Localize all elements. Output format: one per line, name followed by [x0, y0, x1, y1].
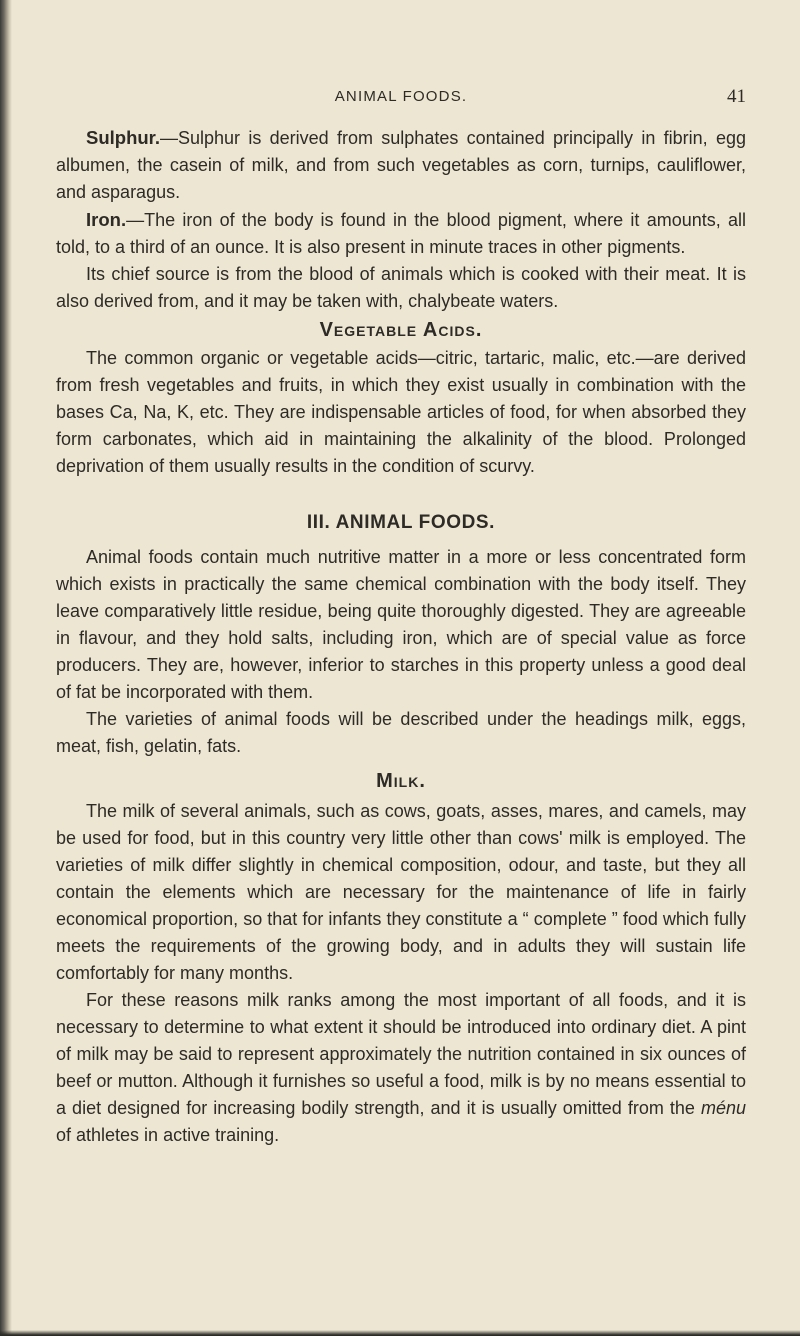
iron-term: Iron.	[86, 209, 127, 230]
running-head	[56, 88, 746, 124]
book-page	[56, 88, 746, 1149]
binding-edge	[0, 0, 12, 1336]
animal-foods-heading: III. ANIMAL FOODS.	[306, 512, 496, 533]
milk-paragraph: The milk of several animals, such as cows, goats, asses, mares, and camels, may be used for food, but in this country very little other than cows' milk is employed. The varieties of milk differ slightly in chemical composition, odour, and taste, but they all contain the elements which are necessary for the maintenance of life in fairly economical proportion, so that for infants they constitute a “ complete ” food which fully meets the requirements of the growing body, and in adults they will sustain life comfortably for many months.	[56, 801, 746, 983]
menu-italic: ménu	[700, 1098, 746, 1118]
animal-foods-varieties-paragraph: The varieties of animal foods will be described under the headings milk, eggs, meat, fish, gelatin, fats.	[56, 709, 746, 756]
milk-importance-end: of athletes in active training.	[56, 1125, 280, 1145]
page-number: 41	[727, 86, 746, 107]
vegetable-acids-paragraph: The common organic or vegetable acids—citric, tartaric, malic, etc.—are derived from fresh vegetables and fruits, in which they exist usually in combination with the bases Ca, Na, K, etc. They are indispensable articles of food, for when absorbed they form carbonates, which aid in maintaining the alkalinity of the blood. Prolonged deprivation of them usually results in the condition of scurvy.	[56, 348, 746, 476]
animal-foods-paragraph: Animal foods contain much nutritive matter in a more or less concentrated form which exists in practically the same chemical combination with the body itself. They leave comparatively little residue, being quite thoroughly digested. They are agreeable in flavour, and they hold salts, including iron, which are of special value as force producers. They are, however, inferior to starches in this property unless a good deal of fat be incorporated with them.	[56, 547, 746, 702]
sulphur-text: —Sulphur is derived from sulphates contained principally in fibrin, egg albumen, the casein of milk, and from such vegetables as corn, turnips, cauliflower, and asparagus.	[56, 128, 746, 202]
iron-text: —The iron of the body is found in the blood pigment, where it amounts, all told, to a third of an ounce. It is also present in minute traces in other pigments.	[56, 210, 746, 257]
iron-paragraph	[56, 206, 746, 261]
vegetable-acids-heading: Vegetable Acids.	[319, 319, 483, 341]
sulphur-term: Sulphur.	[86, 127, 160, 148]
milk-importance-text: For these reasons milk ranks among the most important of all foods, and it is necessary to determine to what extent it should be introduced into ordinary diet. A pint of milk may be said to represent approximately the nutrition contained in six ounces of beef or mutton. Although it furnishes so useful a food, milk is by no means essential to a diet designed for increasing bodily strength, and it is usually omitted from the	[56, 990, 746, 1118]
bottom-edge-shadow	[0, 1330, 800, 1336]
sulphur-paragraph	[56, 124, 746, 206]
milk-heading: Milk.	[376, 770, 426, 792]
iron-source-paragraph: Its chief source is from the blood of animals which is cooked with their meat. It is also derived from, and it may be taken with, chalybeate waters.	[56, 264, 746, 311]
running-title: ANIMAL FOODS.	[334, 88, 468, 105]
milk-importance-paragraph	[56, 987, 746, 1149]
